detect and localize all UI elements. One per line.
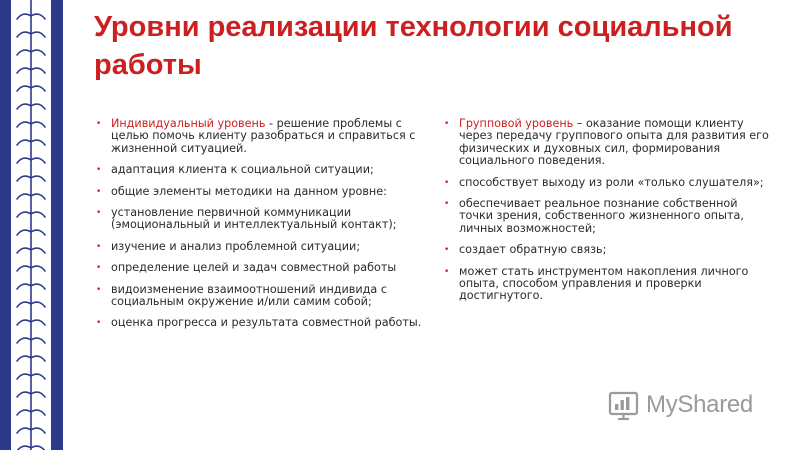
list-item-text: адаптация клиента к социальной ситуации; — [111, 163, 374, 177]
bullet-icon: • — [444, 119, 450, 129]
list-item — [94, 164, 424, 176]
bullet-icon: • — [444, 177, 450, 188]
list-item — [94, 317, 424, 329]
watermark-logo — [608, 388, 770, 422]
left-column — [94, 118, 424, 339]
watermark-text: MyShared — [646, 391, 753, 418]
list-item-text: определение целей и задач совместной работы — [111, 261, 397, 275]
list-item-text: установление первичной коммуникации (эмоциональный и интеллектуальный контакт); — [111, 206, 397, 232]
list-item — [94, 207, 424, 232]
bullet-icon: • — [444, 245, 450, 256]
list-item — [94, 186, 424, 198]
right-column — [442, 118, 772, 312]
bullet-icon: • — [96, 318, 102, 329]
slide-title: Уровни реализации технологии социальной работы — [94, 11, 733, 81]
list-item — [94, 118, 424, 155]
list-item-text: – оказание помощи клиенту через передачу группового опыта для развития его физических и духовных сил, формирования социального поведения. — [459, 117, 769, 168]
list-item — [442, 118, 772, 168]
level-heading: Групповой уровень — [459, 117, 574, 130]
list-item-text: способствует выходу из роли «только слушателя»; — [459, 175, 764, 189]
laurel-ornament-icon — [11, 0, 51, 450]
right-bullet-list — [442, 118, 772, 303]
list-item-text: видоизменение взаимоотношений индивида с социальным окружение и/или самим собой; — [111, 282, 387, 309]
list-item-text: изучение и анализ проблемной ситуации; — [111, 239, 361, 253]
list-item-text: создает обратную связь; — [459, 243, 607, 257]
bar-chart-icon — [608, 389, 640, 421]
list-item — [442, 198, 772, 235]
list-item-text: общие элементы методики на данном уровне: — [111, 184, 387, 198]
bullet-icon: • — [96, 119, 102, 129]
list-item-text: оценка прогресса и результата совместной работы. — [111, 316, 422, 330]
list-item — [94, 284, 424, 309]
list-item — [442, 244, 772, 256]
bullet-icon: • — [96, 165, 102, 176]
bullet-icon: • — [444, 199, 450, 210]
bullet-icon: • — [96, 284, 102, 295]
level-heading: Индивидуальный уровень — [111, 117, 266, 130]
left-bullet-list — [94, 118, 424, 330]
list-item — [94, 241, 424, 253]
list-item — [442, 177, 772, 189]
bullet-icon: • — [96, 208, 102, 219]
decorative-side-band — [0, 0, 63, 450]
bullet-icon: • — [96, 241, 102, 252]
list-item — [94, 262, 424, 274]
list-item-text: - решение проблемы с целью помочь клиенту разобраться и справиться с жизненной ситуацией. — [111, 117, 416, 155]
list-item-text: обеспечивает реальное познание собственной точки зрения, собственного жизненного опыта, личных возможностей; — [459, 197, 744, 235]
list-item-text: может стать инструментом накопления личного опыта, способом управления и проверки достигнутого. — [459, 264, 749, 303]
list-item — [442, 266, 772, 303]
bullet-icon: • — [96, 186, 102, 197]
bullet-icon: • — [96, 263, 102, 274]
bullet-icon: • — [444, 266, 450, 277]
